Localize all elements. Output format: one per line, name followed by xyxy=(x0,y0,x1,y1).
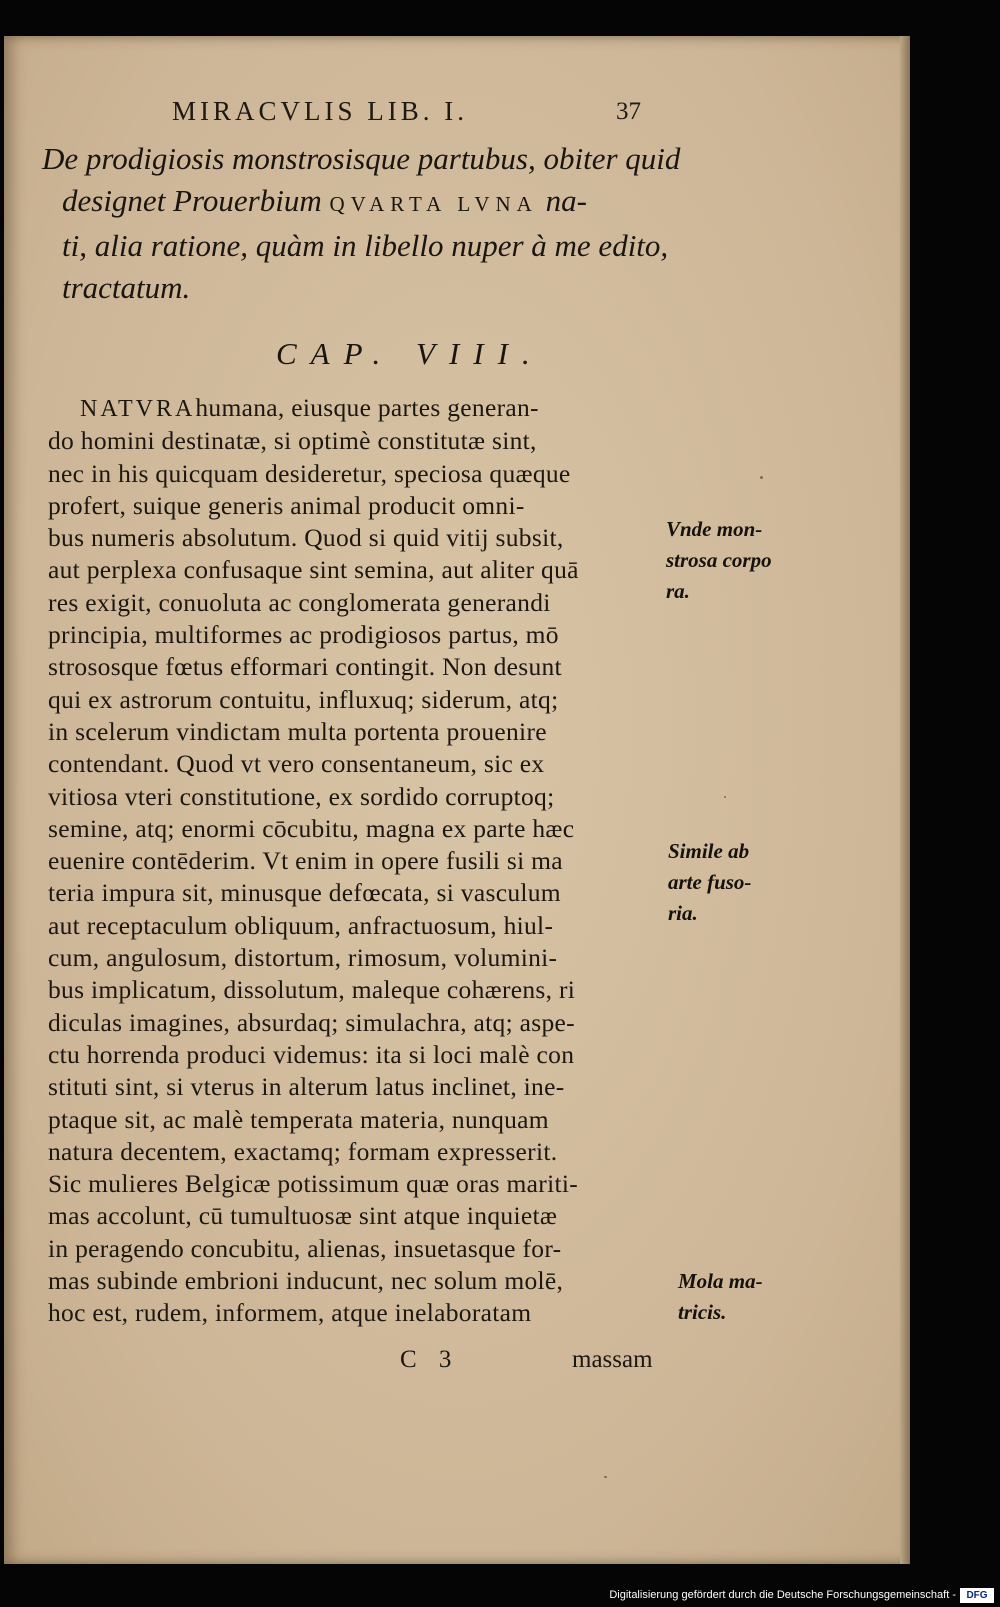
title-line: De prodigiosis monstrosisque partubus, obiter quid xyxy=(42,141,681,176)
digitization-credit: Digitalisierung gefördert durch die Deutsche Forschungsgemeinschaft - xyxy=(609,1589,956,1601)
title-line: tractatum. xyxy=(62,270,191,305)
margin-note-line: Simile ab xyxy=(668,839,750,863)
page-edge xyxy=(900,36,910,1564)
body-line: ctu horrenda produci videmus: ita si loci malè con xyxy=(48,1039,575,1069)
margin-note-line: tricis. xyxy=(678,1300,727,1324)
body-line: in scelerum vindictam multa portenta prouenire xyxy=(48,716,547,746)
margin-note-mola xyxy=(678,1266,763,1328)
body-line: stituti sint, si vterus in alterum latus inclinet, ine- xyxy=(48,1072,565,1102)
margin-note-monstrosa xyxy=(666,514,772,607)
body-line: profert, suique generis animal producit omni- xyxy=(48,490,525,520)
margin-note-line: Vnde mon- xyxy=(666,517,763,541)
body-line xyxy=(48,392,688,425)
body-line: euenire contēderim. Vt enim in opere fusili si ma xyxy=(48,846,563,876)
body-line: bus implicatum, dissolutum, maleque cohærens, ri xyxy=(48,975,576,1005)
body-line: do homini destinatæ, si optimè constitutæ sint, xyxy=(48,426,537,456)
body-line: hoc est, rudem, informem, atque inelaboratam xyxy=(48,1298,532,1328)
dfg-logo: DFG xyxy=(960,1588,994,1603)
margin-note-line: strosa corpo xyxy=(666,548,772,572)
title-line xyxy=(42,180,682,225)
body-line: diculas imagines, absurdaq; simulachra, atq; aspe- xyxy=(48,1007,575,1037)
body-line: Sic mulieres Belgicæ potissimum quæ oras mariti- xyxy=(48,1169,579,1199)
margin-note-simile xyxy=(668,836,751,929)
body-line: mas accolunt, cū tumultuosæ sint atque inquietæ xyxy=(48,1201,558,1231)
chapter-title xyxy=(42,138,682,309)
title-text: na- xyxy=(545,183,587,218)
title-line: ti, alia ratione, quàm in libello nuper à me edito, xyxy=(62,228,669,263)
signature-mark: C 3 xyxy=(400,1346,460,1373)
body-line: in peragendo concubitu, alienas, insuetasque for- xyxy=(48,1233,562,1263)
body-line: ptaque sit, ac malè temperata materia, nunquam xyxy=(48,1104,549,1134)
body-line: qui ex astrorum contuitu, influxuq; siderum, atq; xyxy=(48,684,559,714)
page-number: 37 xyxy=(616,98,641,125)
body-line: aut receptaculum obliquum, anfractuosum, hiul- xyxy=(48,910,554,940)
body-line: principia, multiformes ac prodigiosos partus, mō xyxy=(48,620,559,650)
body-line: cum, angulosum, distortum, rimosum, volumini- xyxy=(48,943,558,973)
body-line: contendant. Quod vt vero consentaneum, sic ex xyxy=(48,749,545,779)
body-line: res exigit, conuoluta ac conglomerata generandi xyxy=(48,587,551,617)
body-line: vitiosa vteri constitutione, ex sordido corruptoq; xyxy=(48,781,555,811)
body-text xyxy=(48,392,688,1330)
catchword: massam xyxy=(572,1346,653,1373)
title-text: designet Prouerbium xyxy=(62,183,322,218)
opening-word: NATVRA xyxy=(80,396,196,422)
body-line: strososque fœtus efformari contingit. Non desunt xyxy=(48,652,562,682)
running-head: MIRACVLIS LIB. I. xyxy=(172,96,468,126)
body-line: teria impura sit, minusque defœcata, si vasculum xyxy=(48,878,561,908)
paper-speck xyxy=(760,476,763,479)
body-line: aut perplexa confusaque sint semina, aut aliter quā xyxy=(48,555,579,585)
paper-speck xyxy=(604,1476,607,1478)
body-line: bus numeris absolutum. Quod si quid vitij subsit, xyxy=(48,523,564,553)
chapter-number: CAP. VIII. xyxy=(276,336,544,371)
body-line: mas subinde embrioni inducunt, nec solum molē, xyxy=(48,1266,564,1296)
body-line: semine, atq; enormi cōcubitu, magna ex parte hæc xyxy=(48,813,575,843)
paper-speck xyxy=(724,796,726,798)
body-line: natura decentem, exactamq; formam expresserit. xyxy=(48,1136,558,1166)
margin-note-line: ra. xyxy=(666,579,690,603)
margin-note-line: ria. xyxy=(668,901,698,925)
book-page xyxy=(4,36,910,1564)
margin-note-line: Mola ma- xyxy=(678,1269,763,1293)
body-line: nec in his quicquam desideretur, speciosa quæque xyxy=(48,458,571,488)
proverb-smallcaps: QVARTA LVNA xyxy=(329,192,538,216)
body-line-text: humana, eiusque partes generan- xyxy=(195,393,539,422)
margin-note-line: arte fuso- xyxy=(668,870,752,894)
